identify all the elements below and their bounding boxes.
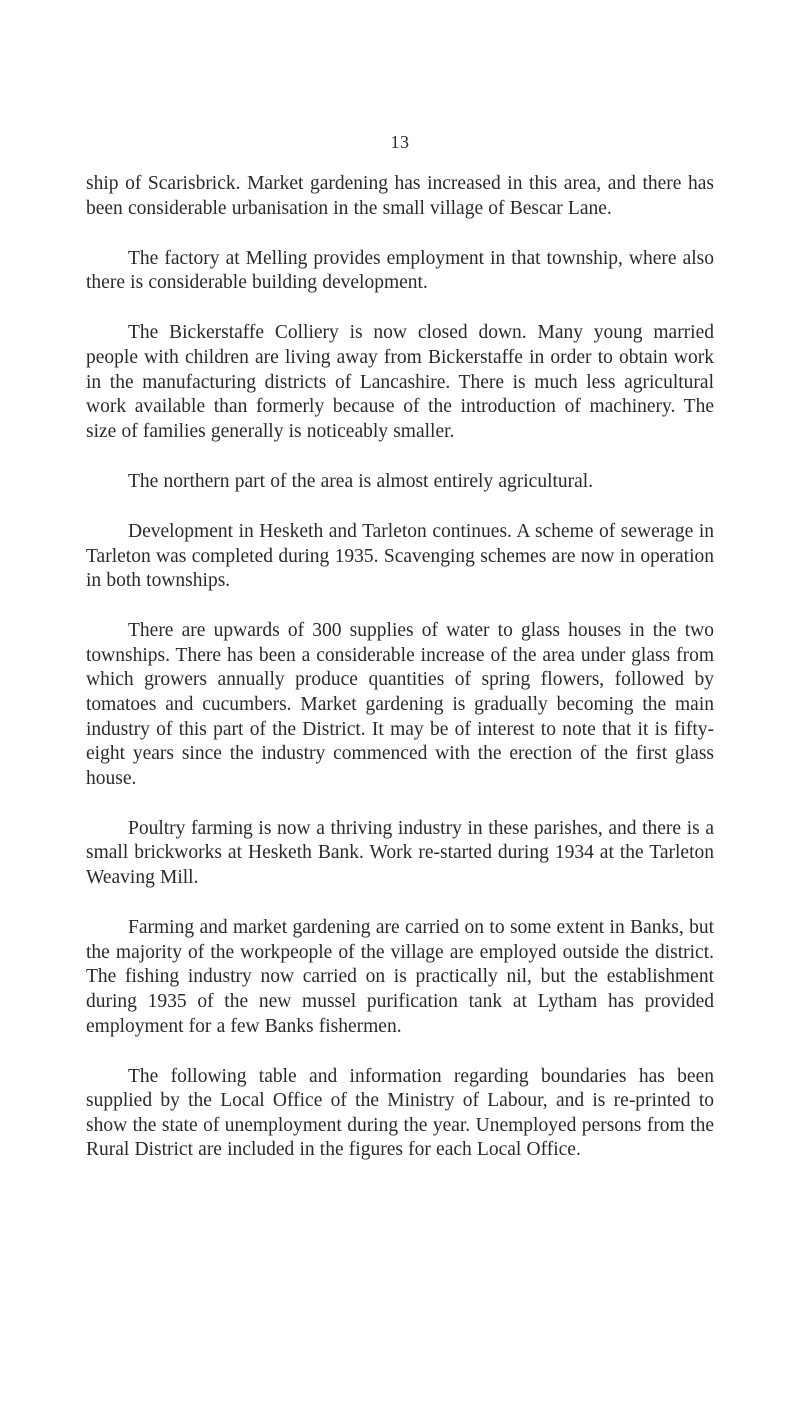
paragraph-poultry: Poultry farming is now a thriving industry in these parishes, and there is a small brickworks at Hesketh Bank. Work re-started during 1934 at the Tarleton Weaving Mill.: [86, 817, 714, 889]
paragraph-banks: Farming and market gardening are carried on to some extent in Banks, but the majority of the workpeople of the village are employed outside the district. The fishing industry now carried on is practically nil, but the establishment during 1935 of the new mussel purification tank at Lytham has provided employment for a few Banks fishermen.: [86, 917, 714, 1037]
paragraph-glass-houses: There are upwards of 300 supplies of water to glass houses in the two townships. There has been a considerable increase of the area under glass from which growers annually produce quantities of spring flowers, followed by tomatoes and cucumbers. Market gardening is gradually becoming the main industry of this part of the District. It may be of interest to note that it is fifty-eight years since the industry commenced with the erection of the first glass house.: [86, 620, 714, 789]
page-number: 13: [390, 132, 410, 152]
paragraph-ministry-of-labour: The following table and information regarding boundaries has been supplied by the Local Office of the Ministry of Labour, and is re-printed to show the state of unemployment during the year. Unemployed persons from the Rural District are included in the figures for each Local Office.: [86, 1065, 714, 1161]
paragraph-continuation: ship of Scarisbrick. Market gardening has increased in this area, and there has been considerable urbanisation in the small village of Bescar Lane.: [86, 173, 714, 219]
body-text: [86, 172, 714, 1189]
paragraph-melling: The factory at Melling provides employment in that township, where also there is considerable building development.: [86, 247, 714, 294]
paragraph-hesketh-tarleton: Development in Hesketh and Tarleton continues. A scheme of sewerage in Tarleton was completed during 1935. Scavenging schemes are now in operation in both townships.: [86, 520, 714, 592]
paragraph-northern-area: The northern part of the area is almost entirely agricultural.: [128, 470, 594, 492]
paragraph-bickerstaffe: The Bickerstaffe Colliery is now closed down. Many young married people with children are living away from Bickerstaffe in order to obtain work in the manufacturing districts of Lancashire. There is much less agricultural work available than formerly because of the introduction of machinery. The size of families generally is noticeably smaller.: [86, 322, 714, 442]
